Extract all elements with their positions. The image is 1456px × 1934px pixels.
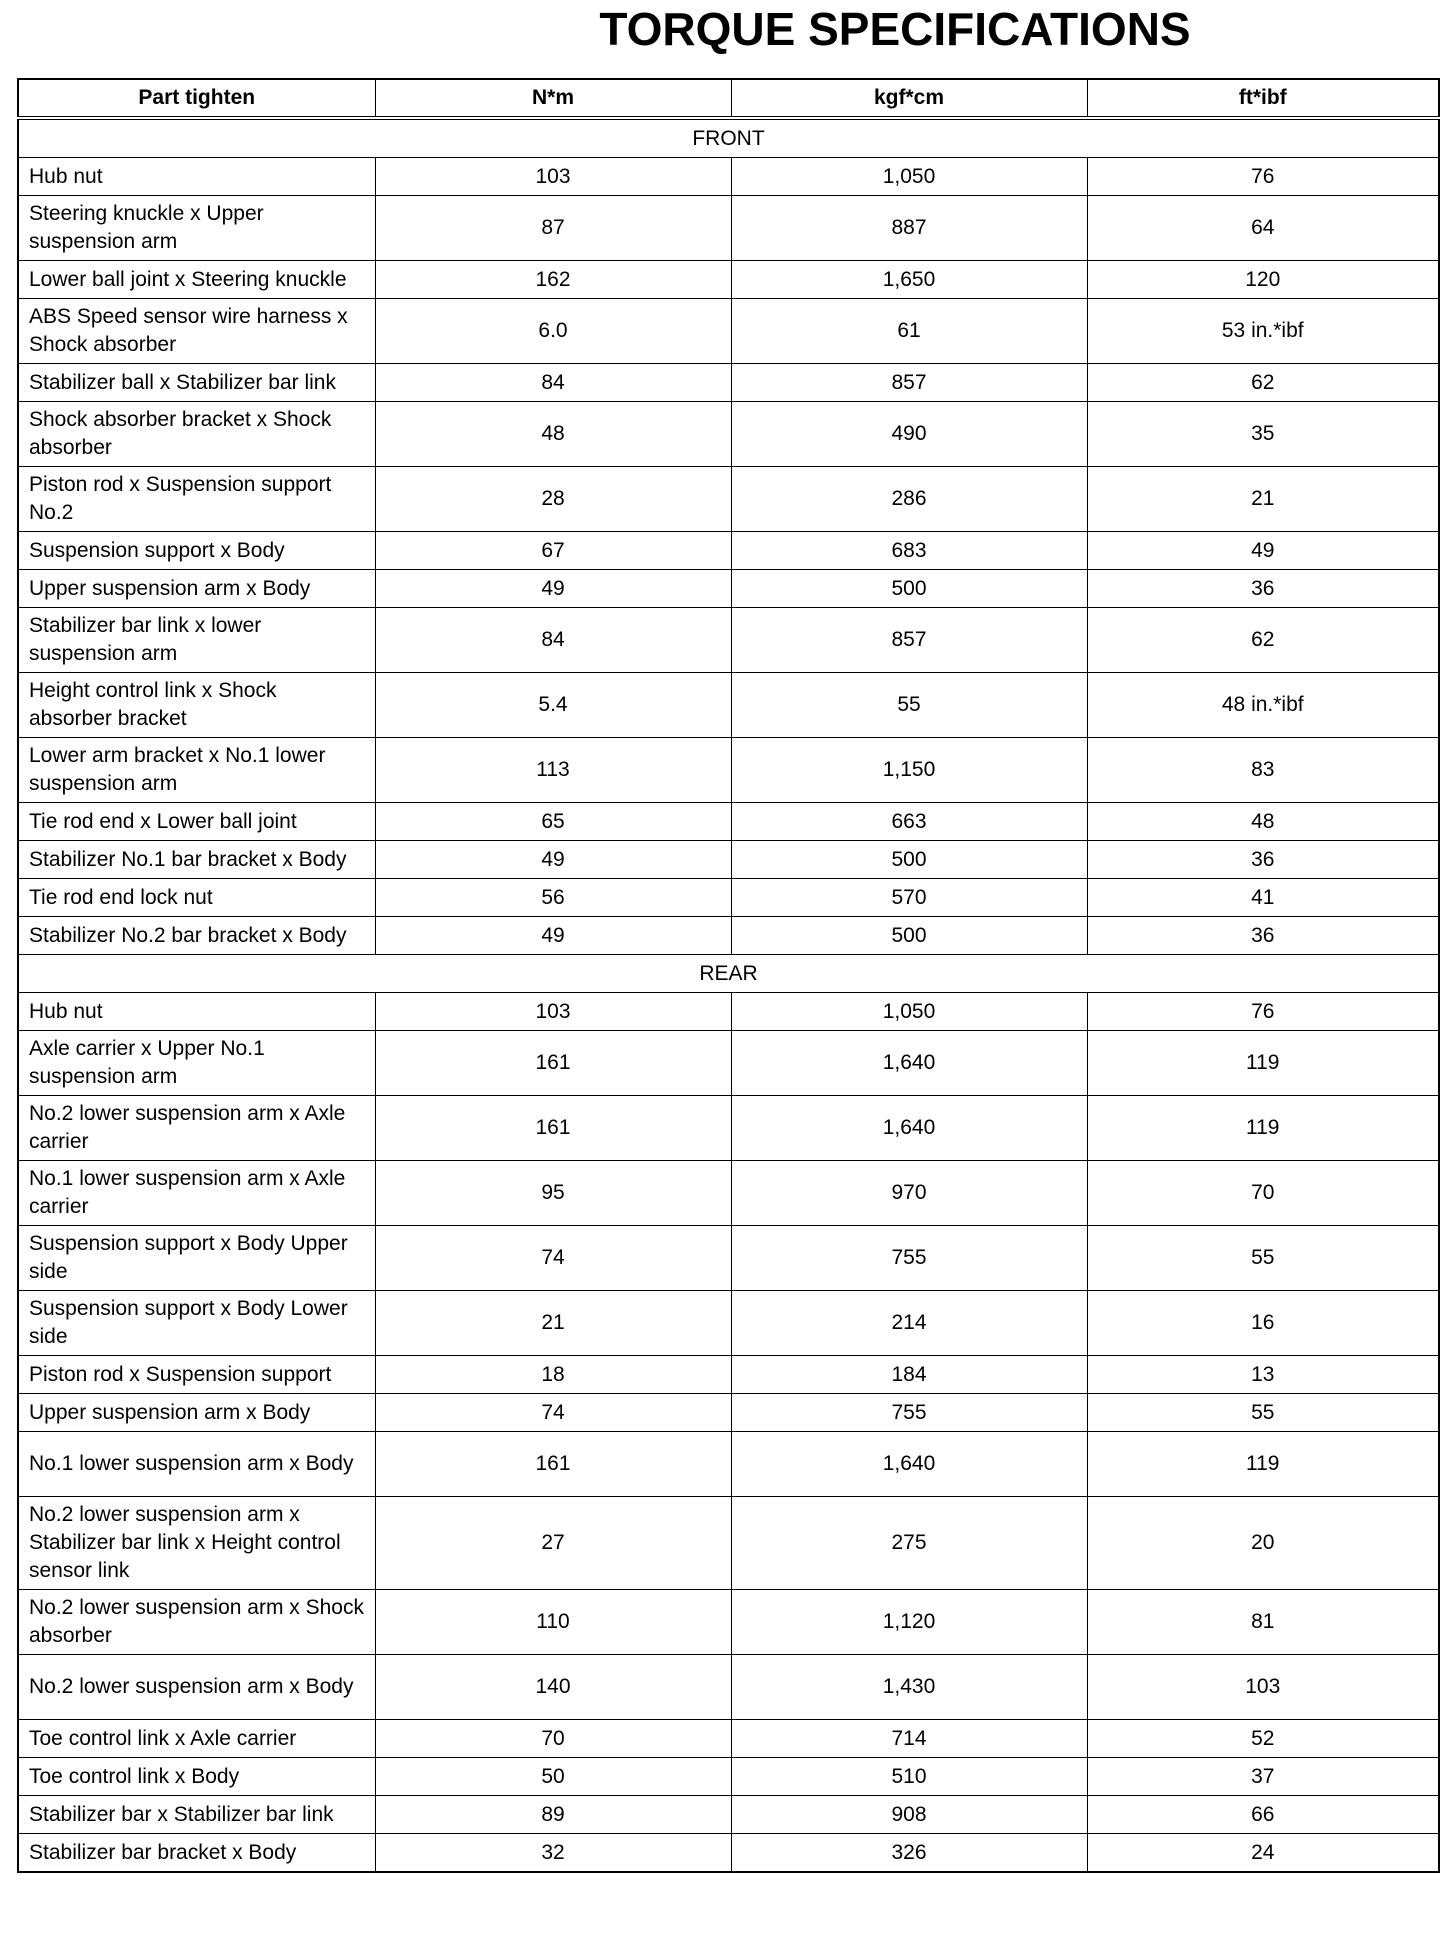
cell-ftlbf: 35 <box>1087 402 1439 467</box>
cell-ftlbf: 16 <box>1087 1291 1439 1356</box>
cell-nm: 65 <box>375 803 731 841</box>
cell-part-tighten: No.2 lower suspension arm x Axle carrier <box>18 1096 375 1161</box>
section-label: REAR <box>18 955 1439 993</box>
cell-nm: 67 <box>375 532 731 570</box>
cell-ftlbf: 66 <box>1087 1796 1439 1834</box>
table-row <box>18 1161 1439 1226</box>
cell-ftlbf: 55 <box>1087 1394 1439 1432</box>
cell-nm: 74 <box>375 1226 731 1291</box>
cell-nm: 49 <box>375 841 731 879</box>
cell-nm: 6.0 <box>375 299 731 364</box>
cell-part-tighten: Piston rod x Suspension support <box>18 1356 375 1394</box>
table-row <box>18 1834 1439 1873</box>
cell-part-tighten: Upper suspension arm x Body <box>18 570 375 608</box>
cell-ftlbf: 52 <box>1087 1720 1439 1758</box>
cell-nm: 113 <box>375 738 731 803</box>
cell-ftlbf: 103 <box>1087 1655 1439 1720</box>
cell-part-tighten: Stabilizer bar bracket x Body <box>18 1834 375 1873</box>
table-row <box>18 1394 1439 1432</box>
cell-part-tighten: Tie rod end lock nut <box>18 879 375 917</box>
cell-ftlbf: 70 <box>1087 1161 1439 1226</box>
cell-kgfcm: 55 <box>731 673 1087 738</box>
cell-kgfcm: 275 <box>731 1497 1087 1590</box>
cell-part-tighten: No.1 lower suspension arm x Body <box>18 1432 375 1497</box>
cell-nm: 70 <box>375 1720 731 1758</box>
cell-kgfcm: 663 <box>731 803 1087 841</box>
cell-kgfcm: 887 <box>731 196 1087 261</box>
cell-nm: 161 <box>375 1432 731 1497</box>
cell-part-tighten: No.2 lower suspension arm x Stabilizer bar link x Height control sensor link <box>18 1497 375 1590</box>
cell-ftlbf: 81 <box>1087 1590 1439 1655</box>
table-row <box>18 1226 1439 1291</box>
cell-ftlbf: 83 <box>1087 738 1439 803</box>
table-header-row <box>18 79 1439 118</box>
table-row <box>18 841 1439 879</box>
table-row <box>18 1356 1439 1394</box>
table-row <box>18 879 1439 917</box>
cell-ftlbf: 62 <box>1087 608 1439 673</box>
table-row <box>18 402 1439 467</box>
table-row <box>18 608 1439 673</box>
table-row <box>18 1432 1439 1497</box>
cell-nm: 89 <box>375 1796 731 1834</box>
cell-nm: 28 <box>375 467 731 532</box>
cell-ftlbf: 36 <box>1087 570 1439 608</box>
cell-kgfcm: 1,640 <box>731 1432 1087 1497</box>
table-row <box>18 1758 1439 1796</box>
cell-kgfcm: 1,430 <box>731 1655 1087 1720</box>
cell-kgfcm: 286 <box>731 467 1087 532</box>
cell-kgfcm: 214 <box>731 1291 1087 1356</box>
cell-ftlbf: 37 <box>1087 1758 1439 1796</box>
table-row <box>18 570 1439 608</box>
cell-ftlbf: 53 in.*ibf <box>1087 299 1439 364</box>
cell-kgfcm: 970 <box>731 1161 1087 1226</box>
table-row <box>18 1796 1439 1834</box>
cell-kgfcm: 326 <box>731 1834 1087 1873</box>
table-row <box>18 532 1439 570</box>
cell-kgfcm: 1,650 <box>731 261 1087 299</box>
cell-kgfcm: 570 <box>731 879 1087 917</box>
table-row <box>18 1720 1439 1758</box>
cell-part-tighten: Stabilizer bar link x lower suspension arm <box>18 608 375 673</box>
cell-kgfcm: 857 <box>731 364 1087 402</box>
cell-part-tighten: Hub nut <box>18 158 375 196</box>
cell-part-tighten: Suspension support x Body <box>18 532 375 570</box>
table-row <box>18 1655 1439 1720</box>
cell-ftlbf: 64 <box>1087 196 1439 261</box>
table-row <box>18 673 1439 738</box>
cell-part-tighten: No.2 lower suspension arm x Shock absorber <box>18 1590 375 1655</box>
cell-nm: 74 <box>375 1394 731 1432</box>
table-row <box>18 196 1439 261</box>
cell-kgfcm: 755 <box>731 1394 1087 1432</box>
cell-kgfcm: 510 <box>731 1758 1087 1796</box>
cell-kgfcm: 755 <box>731 1226 1087 1291</box>
table-row <box>18 1590 1439 1655</box>
cell-part-tighten: Hub nut <box>18 993 375 1031</box>
cell-ftlbf: 49 <box>1087 532 1439 570</box>
cell-nm: 56 <box>375 879 731 917</box>
cell-nm: 140 <box>375 1655 731 1720</box>
cell-kgfcm: 500 <box>731 841 1087 879</box>
cell-part-tighten: Height control link x Shock absorber bracket <box>18 673 375 738</box>
cell-nm: 50 <box>375 1758 731 1796</box>
table-row <box>18 803 1439 841</box>
cell-kgfcm: 1,120 <box>731 1590 1087 1655</box>
cell-kgfcm: 490 <box>731 402 1087 467</box>
cell-ftlbf: 119 <box>1087 1031 1439 1096</box>
table-row <box>18 467 1439 532</box>
cell-kgfcm: 184 <box>731 1356 1087 1394</box>
cell-ftlbf: 36 <box>1087 917 1439 955</box>
cell-part-tighten: Stabilizer ball x Stabilizer bar link <box>18 364 375 402</box>
table-body <box>18 118 1439 1872</box>
cell-kgfcm: 1,050 <box>731 993 1087 1031</box>
table-row <box>18 1497 1439 1590</box>
cell-part-tighten: Piston rod x Suspension support No.2 <box>18 467 375 532</box>
cell-nm: 84 <box>375 608 731 673</box>
cell-ftlbf: 41 <box>1087 879 1439 917</box>
cell-part-tighten: Lower arm bracket x No.1 lower suspension arm <box>18 738 375 803</box>
table-row <box>18 299 1439 364</box>
header-part-tighten: Part tighten <box>18 79 375 118</box>
cell-nm: 49 <box>375 570 731 608</box>
cell-nm: 27 <box>375 1497 731 1590</box>
table-row <box>18 993 1439 1031</box>
cell-part-tighten: Suspension support x Body Upper side <box>18 1226 375 1291</box>
cell-ftlbf: 76 <box>1087 158 1439 196</box>
cell-ftlbf: 13 <box>1087 1356 1439 1394</box>
cell-ftlbf: 24 <box>1087 1834 1439 1873</box>
cell-nm: 103 <box>375 158 731 196</box>
cell-nm: 5.4 <box>375 673 731 738</box>
cell-kgfcm: 683 <box>731 532 1087 570</box>
header-ftlbf: ft*ibf <box>1087 79 1439 118</box>
cell-ftlbf: 48 <box>1087 803 1439 841</box>
cell-nm: 161 <box>375 1031 731 1096</box>
cell-ftlbf: 119 <box>1087 1096 1439 1161</box>
torque-specifications-table <box>17 78 1440 1873</box>
cell-nm: 161 <box>375 1096 731 1161</box>
cell-nm: 49 <box>375 917 731 955</box>
header-nm: N*m <box>375 79 731 118</box>
table-row <box>18 158 1439 196</box>
cell-part-tighten: ABS Speed sensor wire harness x Shock absorber <box>18 299 375 364</box>
cell-kgfcm: 857 <box>731 608 1087 673</box>
table-row <box>18 364 1439 402</box>
section-label: FRONT <box>18 118 1439 158</box>
page-title: TORQUE SPECIFICATIONS <box>599 3 1191 55</box>
cell-nm: 48 <box>375 402 731 467</box>
header-kgfcm: kgf*cm <box>731 79 1087 118</box>
cell-part-tighten: Upper suspension arm x Body <box>18 1394 375 1432</box>
cell-ftlbf: 55 <box>1087 1226 1439 1291</box>
cell-nm: 110 <box>375 1590 731 1655</box>
cell-kgfcm: 714 <box>731 1720 1087 1758</box>
section-row-rear <box>18 955 1439 993</box>
cell-part-tighten: Stabilizer bar x Stabilizer bar link <box>18 1796 375 1834</box>
cell-kgfcm: 908 <box>731 1796 1087 1834</box>
cell-part-tighten: Toe control link x Body <box>18 1758 375 1796</box>
cell-part-tighten: No.2 lower suspension arm x Body <box>18 1655 375 1720</box>
torque-table-container <box>17 78 1438 1873</box>
cell-kgfcm: 1,050 <box>731 158 1087 196</box>
cell-kgfcm: 61 <box>731 299 1087 364</box>
cell-nm: 103 <box>375 993 731 1031</box>
table-row <box>18 1096 1439 1161</box>
cell-nm: 95 <box>375 1161 731 1226</box>
cell-ftlbf: 62 <box>1087 364 1439 402</box>
cell-nm: 162 <box>375 261 731 299</box>
table-row <box>18 261 1439 299</box>
table-row <box>18 738 1439 803</box>
cell-part-tighten: Stabilizer No.2 bar bracket x Body <box>18 917 375 955</box>
cell-ftlbf: 20 <box>1087 1497 1439 1590</box>
cell-part-tighten: Lower ball joint x Steering knuckle <box>18 261 375 299</box>
cell-nm: 87 <box>375 196 731 261</box>
cell-nm: 21 <box>375 1291 731 1356</box>
table-row <box>18 1291 1439 1356</box>
cell-ftlbf: 119 <box>1087 1432 1439 1497</box>
cell-kgfcm: 1,150 <box>731 738 1087 803</box>
cell-kgfcm: 1,640 <box>731 1096 1087 1161</box>
cell-ftlbf: 120 <box>1087 261 1439 299</box>
cell-kgfcm: 500 <box>731 917 1087 955</box>
cell-nm: 18 <box>375 1356 731 1394</box>
section-row-front <box>18 118 1439 158</box>
cell-kgfcm: 1,640 <box>731 1031 1087 1096</box>
cell-part-tighten: Tie rod end x Lower ball joint <box>18 803 375 841</box>
cell-part-tighten: Axle carrier x Upper No.1 suspension arm <box>18 1031 375 1096</box>
cell-part-tighten: No.1 lower suspension arm x Axle carrier <box>18 1161 375 1226</box>
cell-ftlbf: 76 <box>1087 993 1439 1031</box>
cell-part-tighten: Shock absorber bracket x Shock absorber <box>18 402 375 467</box>
table-row <box>18 1031 1439 1096</box>
cell-nm: 84 <box>375 364 731 402</box>
cell-part-tighten: Toe control link x Axle carrier <box>18 1720 375 1758</box>
cell-part-tighten: Steering knuckle x Upper suspension arm <box>18 196 375 261</box>
cell-part-tighten: Stabilizer No.1 bar bracket x Body <box>18 841 375 879</box>
cell-ftlbf: 36 <box>1087 841 1439 879</box>
table-row <box>18 917 1439 955</box>
cell-kgfcm: 500 <box>731 570 1087 608</box>
cell-ftlbf: 21 <box>1087 467 1439 532</box>
cell-ftlbf: 48 in.*ibf <box>1087 673 1439 738</box>
cell-part-tighten: Suspension support x Body Lower side <box>18 1291 375 1356</box>
cell-nm: 32 <box>375 1834 731 1873</box>
